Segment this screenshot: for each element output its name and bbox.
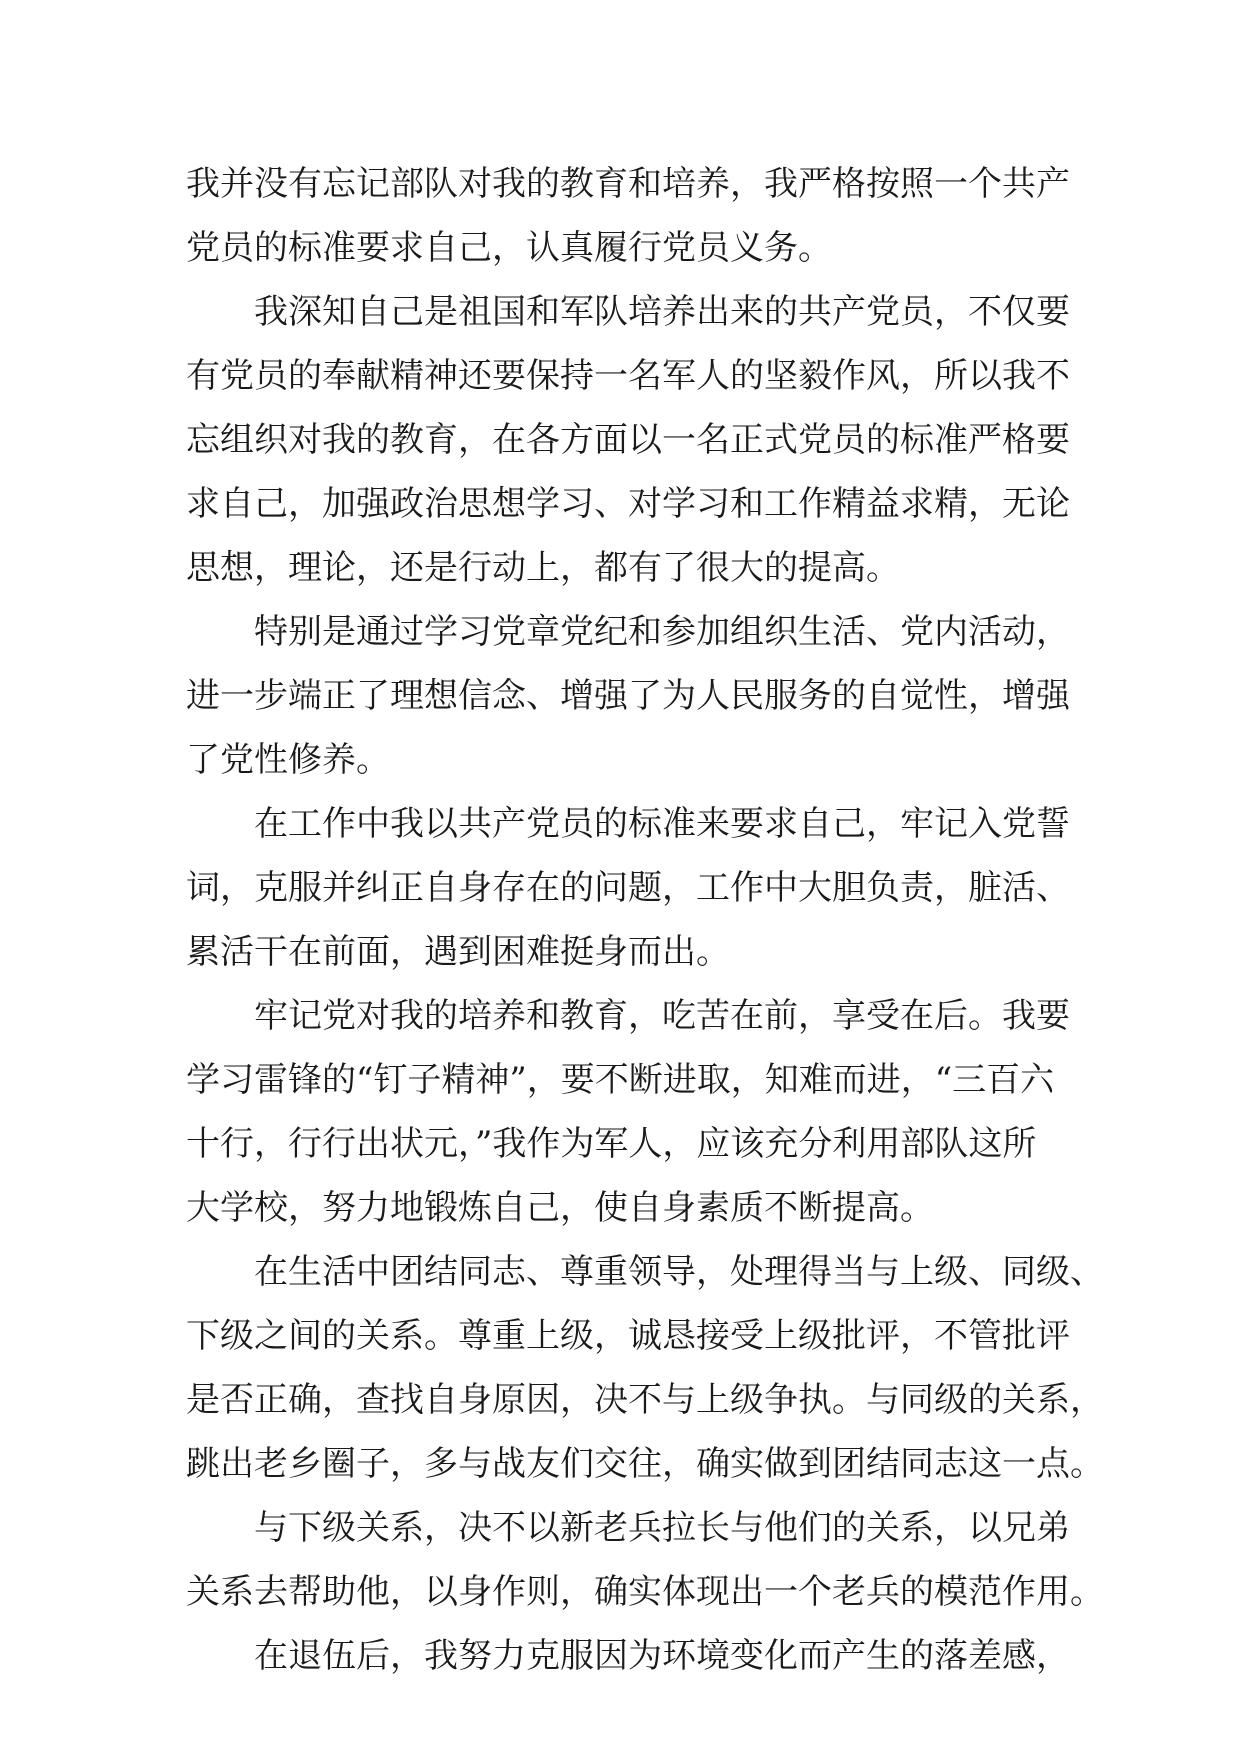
text-line: 了党性修养。 xyxy=(186,740,390,780)
document-body xyxy=(186,152,1104,1688)
text-line: 累活干在前面，遇到困难挺身而出。 xyxy=(186,932,730,972)
text-line: 进一步端正了理想信念、增强了为人民服务的自觉性，增强 xyxy=(186,676,1070,716)
paragraph-first-line: 与下级关系，决不以新老兵拉长与他们的关系，以兄弟 xyxy=(254,1508,1070,1548)
text-line: 思想，理论，还是行动上，都有了很大的提高。 xyxy=(186,548,900,588)
text-line: 跳出老乡圈子，多与战友们交往，确实做到团结同志这一点。 xyxy=(186,1444,1104,1484)
text-line: 下级之间的关系。尊重上级，诚恳接受上级批评，不管批评 xyxy=(186,1316,1070,1356)
paragraph-first-line: 我深知自己是祖国和军队培养出来的共产党员，不仅要 xyxy=(254,292,1070,332)
paragraph-first-line: 在退伍后，我努力克服因为环境变化而产生的落差感， xyxy=(254,1636,1070,1676)
text-line: 大学校，努力地锻炼自己，使自身素质不断提高。 xyxy=(186,1188,934,1228)
text-line: 忘组织对我的教育，在各方面以一名正式党员的标准严格要 xyxy=(186,420,1070,460)
text-line: 党员的标准要求自己，认真履行党员义务。 xyxy=(186,228,832,268)
text-line: 词，克服并纠正自身存在的问题，工作中大胆负责，脏活、 xyxy=(186,868,1070,908)
text-line: 有党员的奉献精神还要保持一名军人的坚毅作风，所以我不 xyxy=(186,356,1070,396)
paragraph-first-line: 在工作中我以共产党员的标准来要求自己，牢记入党誓 xyxy=(254,804,1070,844)
text-line: 学习雷锋的“钉子精神”，要不断进取，知难而进，“三百六 xyxy=(186,1060,1055,1100)
text-line: 是否正确，查找自身原因，决不与上级争执。与同级的关系， xyxy=(186,1380,1104,1420)
text-line: 十行，行行出状元，”我作为军人，应该充分利用部队这所 xyxy=(186,1124,1037,1164)
text-line: 求自己，加强政治思想学习、对学习和工作精益求精，无论 xyxy=(186,484,1070,524)
text-line: 关系去帮助他，以身作则，确实体现出一个老兵的模范作用。 xyxy=(186,1572,1104,1612)
paragraph-first-line: 牢记党对我的培养和教育，吃苦在前，享受在后。我要 xyxy=(254,996,1070,1036)
paragraph-first-line: 在生活中团结同志、尊重领导，处理得当与上级、同级、 xyxy=(254,1252,1104,1292)
text-line: 我并没有忘记部队对我的教育和培养，我严格按照一个共产 xyxy=(186,164,1070,204)
paragraph-first-line: 特别是通过学习党章党纪和参加组织生活、党内活动， xyxy=(254,612,1070,652)
